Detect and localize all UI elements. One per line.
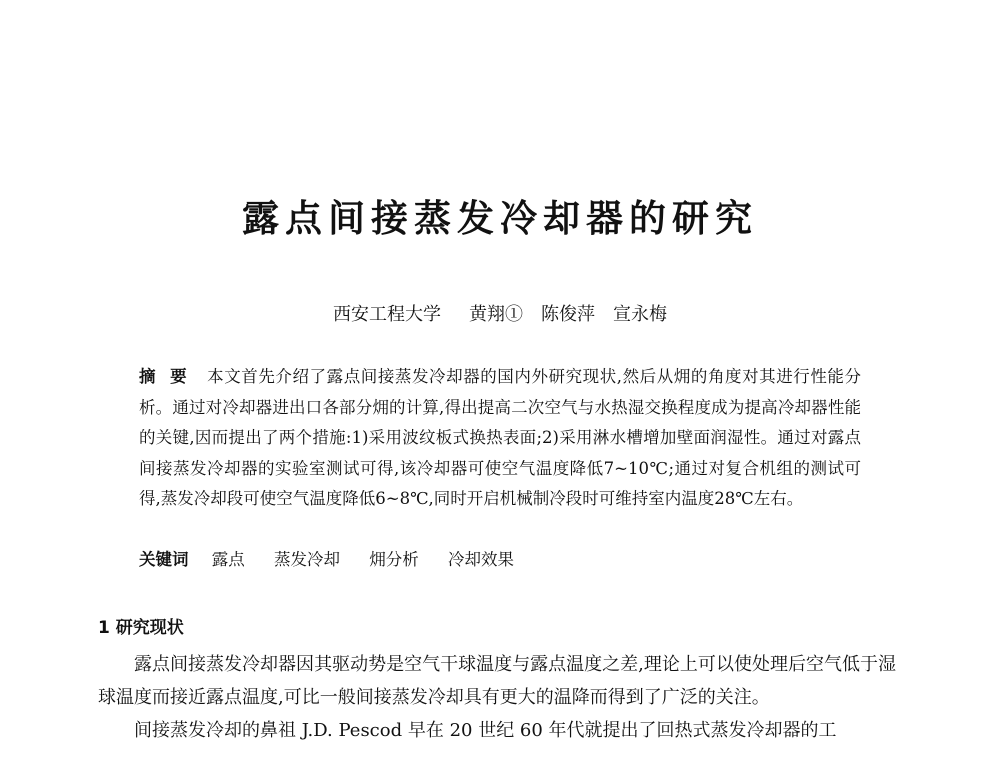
author-line [0, 302, 1000, 328]
paragraph: 露点间接蒸发冷却器因其驱动势是空气干球温度与露点温度之差,理论上可以使处理后空气低于湿球温度而接近露点温度,可比一般间接蒸发冷却具有更大的温降而得到了广泛的关注。 [98, 654, 896, 708]
paragraph: 间接蒸发冷却的鼻祖 J.D. Pescod 早在 20 世纪 60 年代就提出了回热式蒸发冷却器的工 [134, 720, 837, 741]
affiliation: 西安工程大学 [333, 304, 441, 325]
keyword: 㶲分析 [369, 550, 419, 569]
keyword: 露点 [211, 550, 245, 569]
abstract [139, 362, 861, 515]
section-heading: 1 研究现状 [98, 618, 184, 638]
keyword: 蒸发冷却 [274, 550, 340, 569]
author-name: 黄翔① [469, 304, 523, 325]
abstract-text: 本文首先介绍了露点间接蒸发冷却器的国内外研究现状,然后从㶲的角度对其进行性能分析。通过对冷却器进出口各部分㶲的计算,得出提高二次空气与水热湿交换程度成为提高冷却器性能的关键,因而提出了两个措施:1)采用波纹板式换热表面;2)采用淋水槽增加壁面润湿性。通过对露点间接蒸发冷却器的实验室测试可得,该冷却器可使空气温度降低7~10℃;通过对复合机组的测试可得,蒸发冷却段可使空气温度降低6~8℃,同时开启机械制冷段时可维持室内温度28℃左右。 [139, 367, 861, 508]
keywords-label: 关键词 [139, 550, 189, 569]
keywords [139, 545, 538, 575]
paper-title: 露点间接蒸发冷却器的研究 [242, 196, 758, 240]
author-name: 陈俊萍 [541, 304, 595, 325]
author-name: 宣永梅 [613, 304, 667, 325]
keyword: 冷却效果 [448, 550, 514, 569]
abstract-label: 摘要 [139, 367, 202, 386]
section-body [98, 648, 896, 747]
